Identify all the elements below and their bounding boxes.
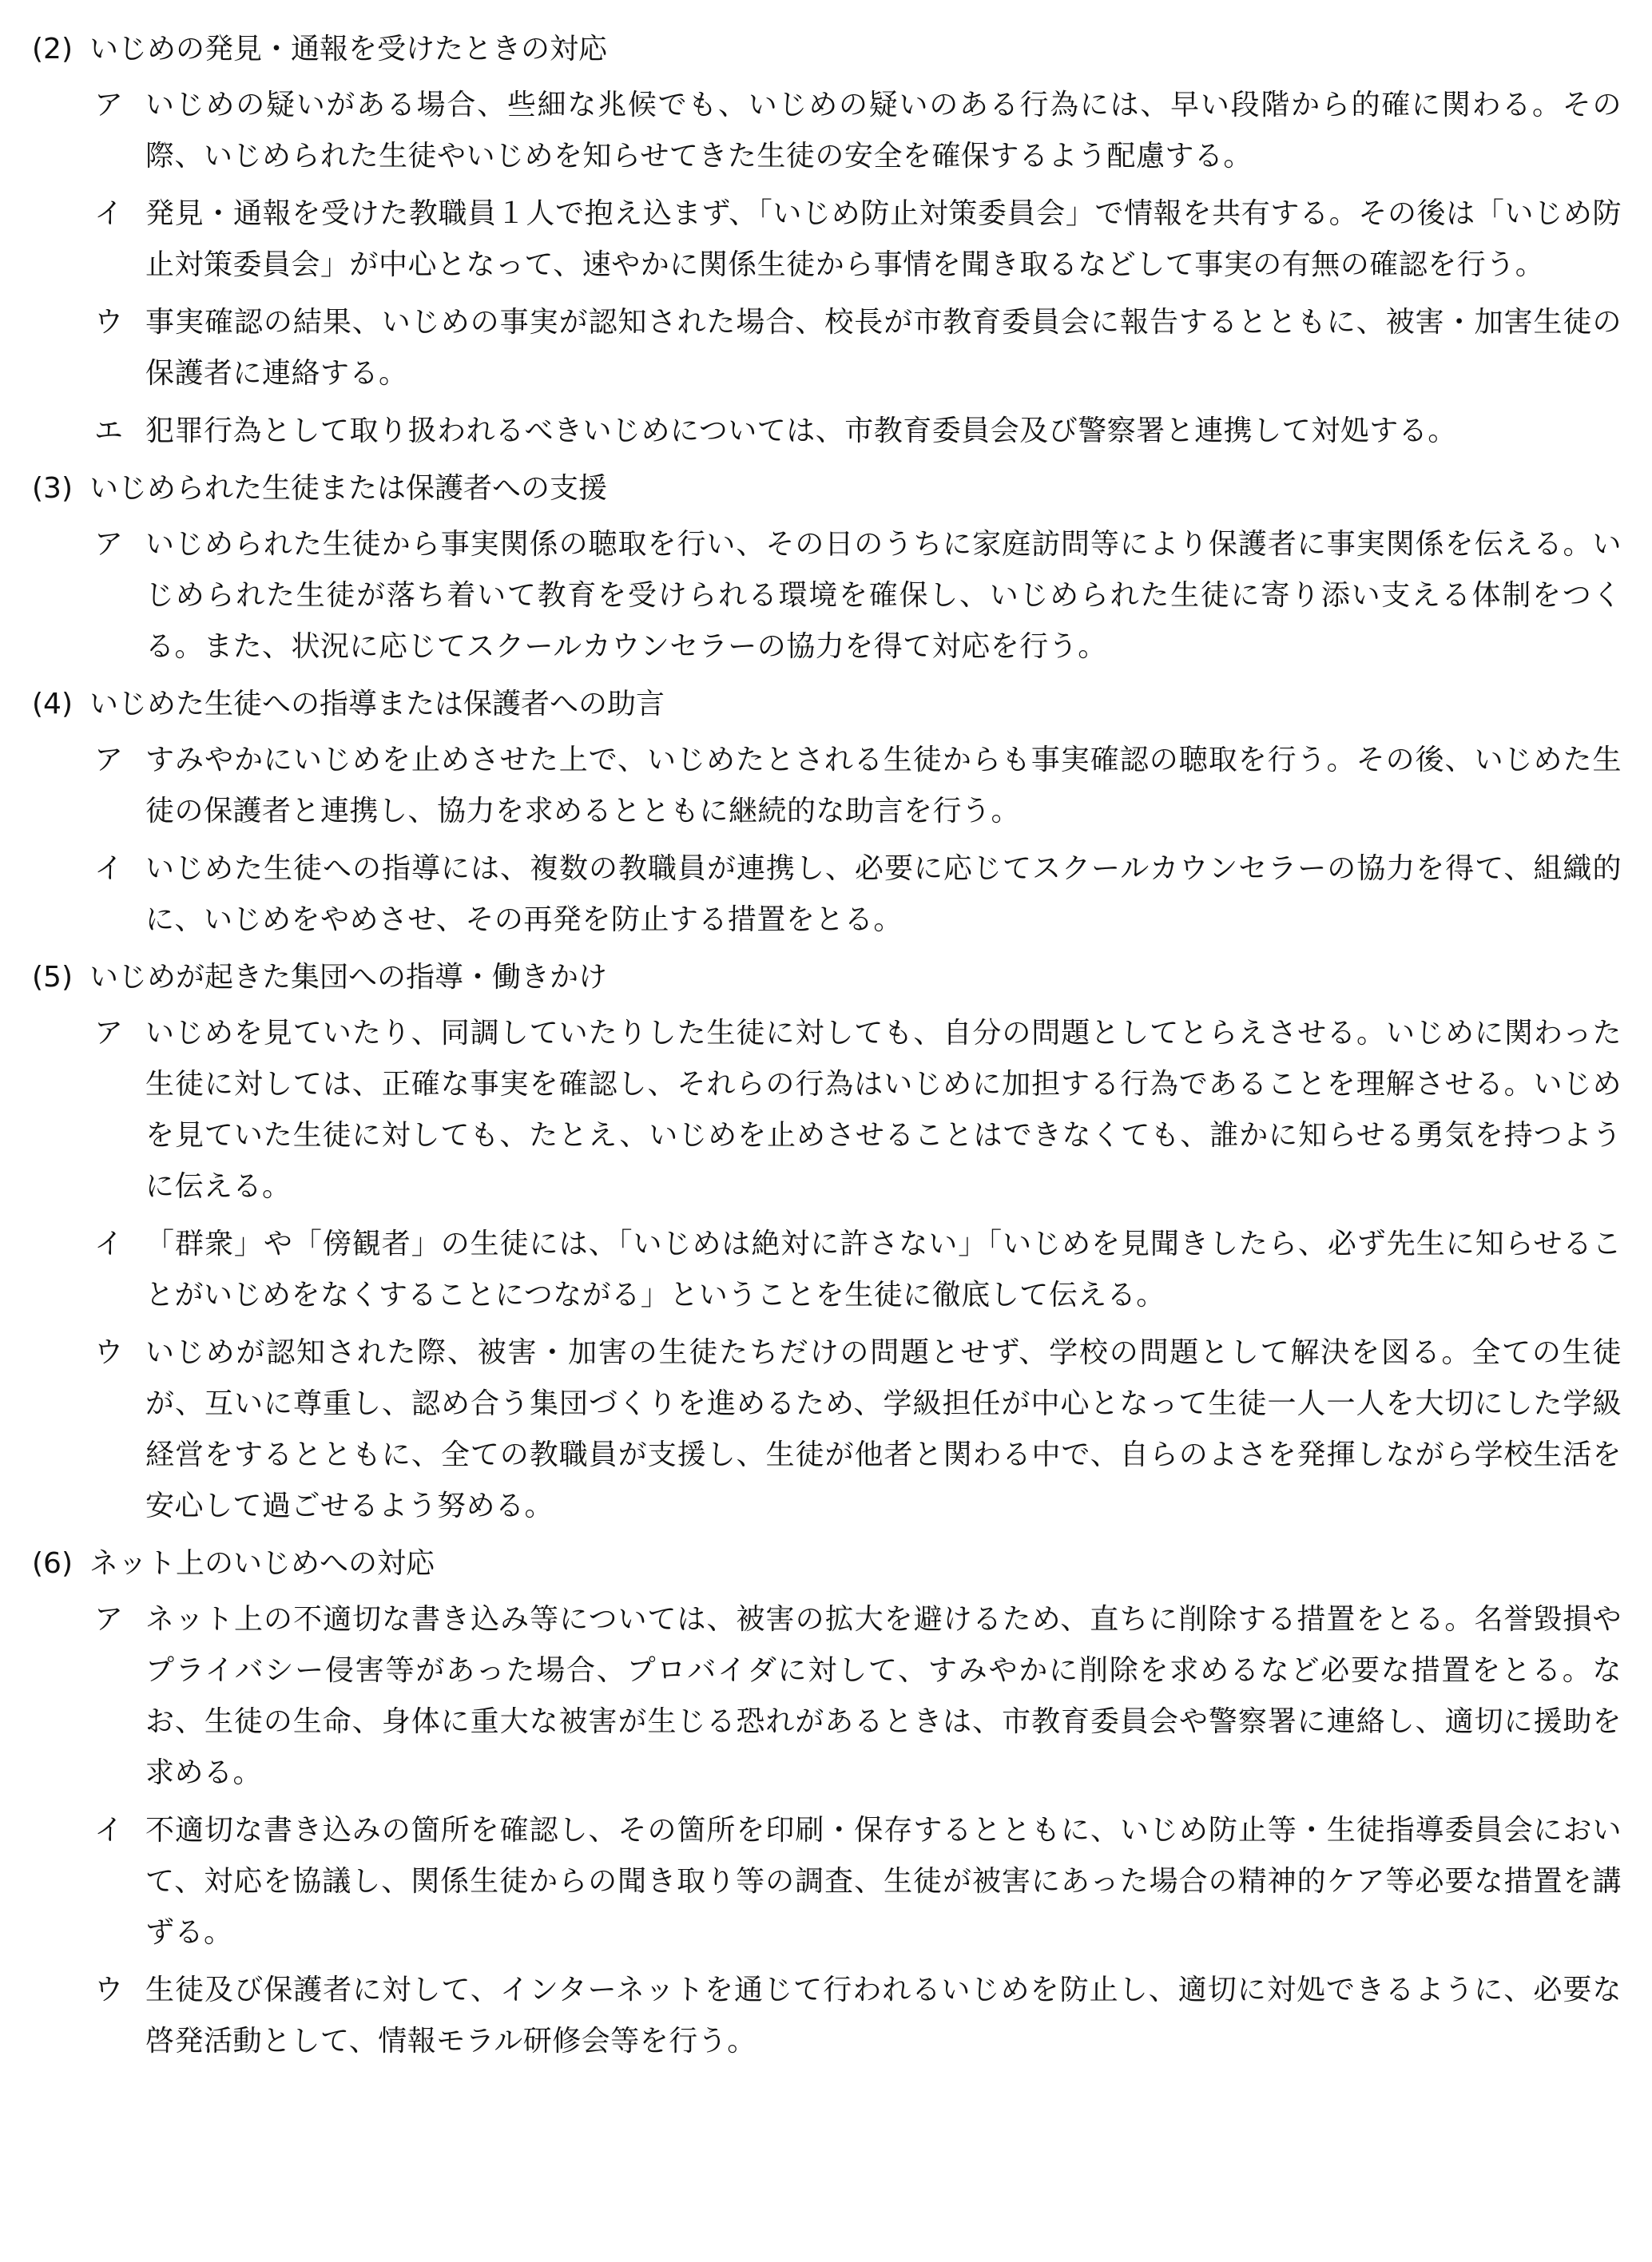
- item-text: いじめを見ていたり、同調していたりした生徒に対しても、自分の問題としてとらえさせる。いじめに関わった生徒に対しては、正確な事実を確認し、それらの行為はいじめに加担する行為であることを理解させる。いじめを見ていた生徒に対しても、たとえ、いじめを止めさせることはできなくても、誰かに知らせる勇気を持つように伝える。: [145, 1017, 1622, 1203]
- item-marker: ア: [94, 744, 124, 776]
- document-body: [32, 24, 1622, 2074]
- item-text: いじめられた生徒から事実関係の聴取を行い、その日のうちに家庭訪問等により保護者に事実関係を伝える。いじめられた生徒が落ち着いて教育を受けられる環境を確保し、いじめられた生徒に寄り添い支える体制をつくる。また、状況に応じてスクールカウンセラーの協力を得て対応を行う。: [145, 528, 1622, 663]
- section-number: (5): [32, 961, 73, 994]
- item-marker: ウ: [94, 1974, 124, 2006]
- section-title: いじめた生徒への指導または保護者への助言: [89, 688, 665, 720]
- section-number: (6): [32, 1547, 73, 1580]
- item-text: いじめの疑いがある場合、些細な兆候でも、いじめの疑いのある行為には、早い段階から的確に関わる。その際、いじめられた生徒やいじめを知らせてきた生徒の安全を確保するよう配慮する。: [145, 89, 1622, 173]
- item-marker: イ: [94, 1814, 124, 1847]
- item-marker: ウ: [94, 306, 124, 339]
- list-item: [94, 1219, 1622, 1321]
- item-marker: ウ: [94, 1336, 124, 1369]
- section-title: いじめが起きた集団への指導・働きかけ: [89, 961, 608, 994]
- section-heading: [32, 24, 1622, 75]
- list-item: [94, 1805, 1622, 1958]
- list-item: [94, 1008, 1622, 1212]
- list-item: [94, 1594, 1622, 1799]
- item-text: いじめが認知された際、被害・加害の生徒たちだけの問題とせず、学校の問題として解決を図る。全ての生徒が、互いに尊重し、認め合う集団づくりを進めるため、学級担任が中心となって生徒一人一人を大切にした学級経営をするとともに、全ての教職員が支援し、生徒が他者と関わる中で、自らのよさを発揮しながら学校生活を安心して過ごせるよう努める。: [145, 1336, 1622, 1522]
- section-heading: [32, 952, 1622, 1003]
- list-item: [94, 297, 1622, 399]
- section-number: (3): [32, 472, 73, 505]
- list-item: [94, 188, 1622, 291]
- item-marker: ア: [94, 528, 124, 561]
- list-item: [94, 80, 1622, 182]
- item-marker: イ: [94, 197, 124, 230]
- item-text: 生徒及び保護者に対して、インターネットを通じて行われるいじめを防止し、適切に対処できるように、必要な啓発活動として、情報モラル研修会等を行う。: [145, 1974, 1622, 2058]
- item-text: 犯罪行為として取り扱われるべきいじめについては、市教育委員会及び警察署と連携して対処する。: [145, 415, 1457, 447]
- section-heading: [32, 463, 1622, 514]
- section-3: [32, 463, 1622, 673]
- section-title: いじめの発見・通報を受けたときの対応: [89, 33, 608, 65]
- item-marker: エ: [94, 415, 124, 447]
- item-marker: イ: [94, 1228, 124, 1260]
- section-5: [32, 952, 1622, 1532]
- section-title: ネット上のいじめへの対応: [89, 1547, 435, 1580]
- list-item: [94, 735, 1622, 837]
- list-item: [94, 1965, 1622, 2067]
- item-text: すみやかにいじめを止めさせた上で、いじめたとされる生徒からも事実確認の聴取を行う。その後、いじめた生徒の保護者と連携し、協力を求めるとともに継続的な助言を行う。: [145, 744, 1622, 827]
- section-6: [32, 1538, 1622, 2067]
- item-text: 事実確認の結果、いじめの事実が認知された場合、校長が市教育委員会に報告するとともに、被害・加害生徒の保護者に連絡する。: [145, 306, 1622, 390]
- section-heading: [32, 1538, 1622, 1589]
- section-heading: [32, 679, 1622, 730]
- item-text: ネット上の不適切な書き込み等については、被害の拡大を避けるため、直ちに削除する措置をとる。名誉毀損やプライバシー侵害等があった場合、プロバイダに対して、すみやかに削除を求めるなど必要な措置をとる。なお、生徒の生命、身体に重大な被害が生じる恐れがあるときは、市教育委員会や警察署に連絡し、適切に援助を求める。: [145, 1603, 1622, 1789]
- list-item: [94, 406, 1622, 457]
- list-item: [94, 519, 1622, 673]
- item-text: 発見・通報を受けた教職員１人で抱え込まず、「いじめ防止対策委員会」で情報を共有する。その後は「いじめ防止対策委員会」が中心となって、速やかに関係生徒から事情を聞き取るなどして事実の有無の確認を行う。: [145, 197, 1622, 281]
- section-number: (4): [32, 688, 73, 720]
- item-marker: ア: [94, 1017, 124, 1050]
- section-4: [32, 679, 1622, 946]
- item-text: 不適切な書き込みの箇所を確認し、その箇所を印刷・保存するとともに、いじめ防止等・生徒指導委員会において、対応を協議し、関係生徒からの聞き取り等の調査、生徒が被害にあった場合の精神的ケア等必要な措置を講ずる。: [145, 1814, 1622, 1949]
- item-text: いじめた生徒への指導には、複数の教職員が連携し、必要に応じてスクールカウンセラーの協力を得て、組織的に、いじめをやめさせ、その再発を防止する措置をとる。: [145, 852, 1622, 936]
- item-marker: イ: [94, 852, 124, 885]
- section-number: (2): [32, 33, 73, 65]
- list-item: [94, 843, 1622, 946]
- section-title: いじめられた生徒または保護者への支援: [89, 472, 608, 505]
- list-item: [94, 1327, 1622, 1532]
- item-marker: ア: [94, 89, 124, 121]
- section-2: [32, 24, 1622, 457]
- item-text: 「群衆」や「傍観者」の生徒には、「いじめは絶対に許さない」「いじめを見聞きしたら、必ず先生に知らせることがいじめをなくすることにつながる」ということを生徒に徹底して伝える。: [145, 1228, 1622, 1312]
- item-marker: ア: [94, 1603, 124, 1636]
